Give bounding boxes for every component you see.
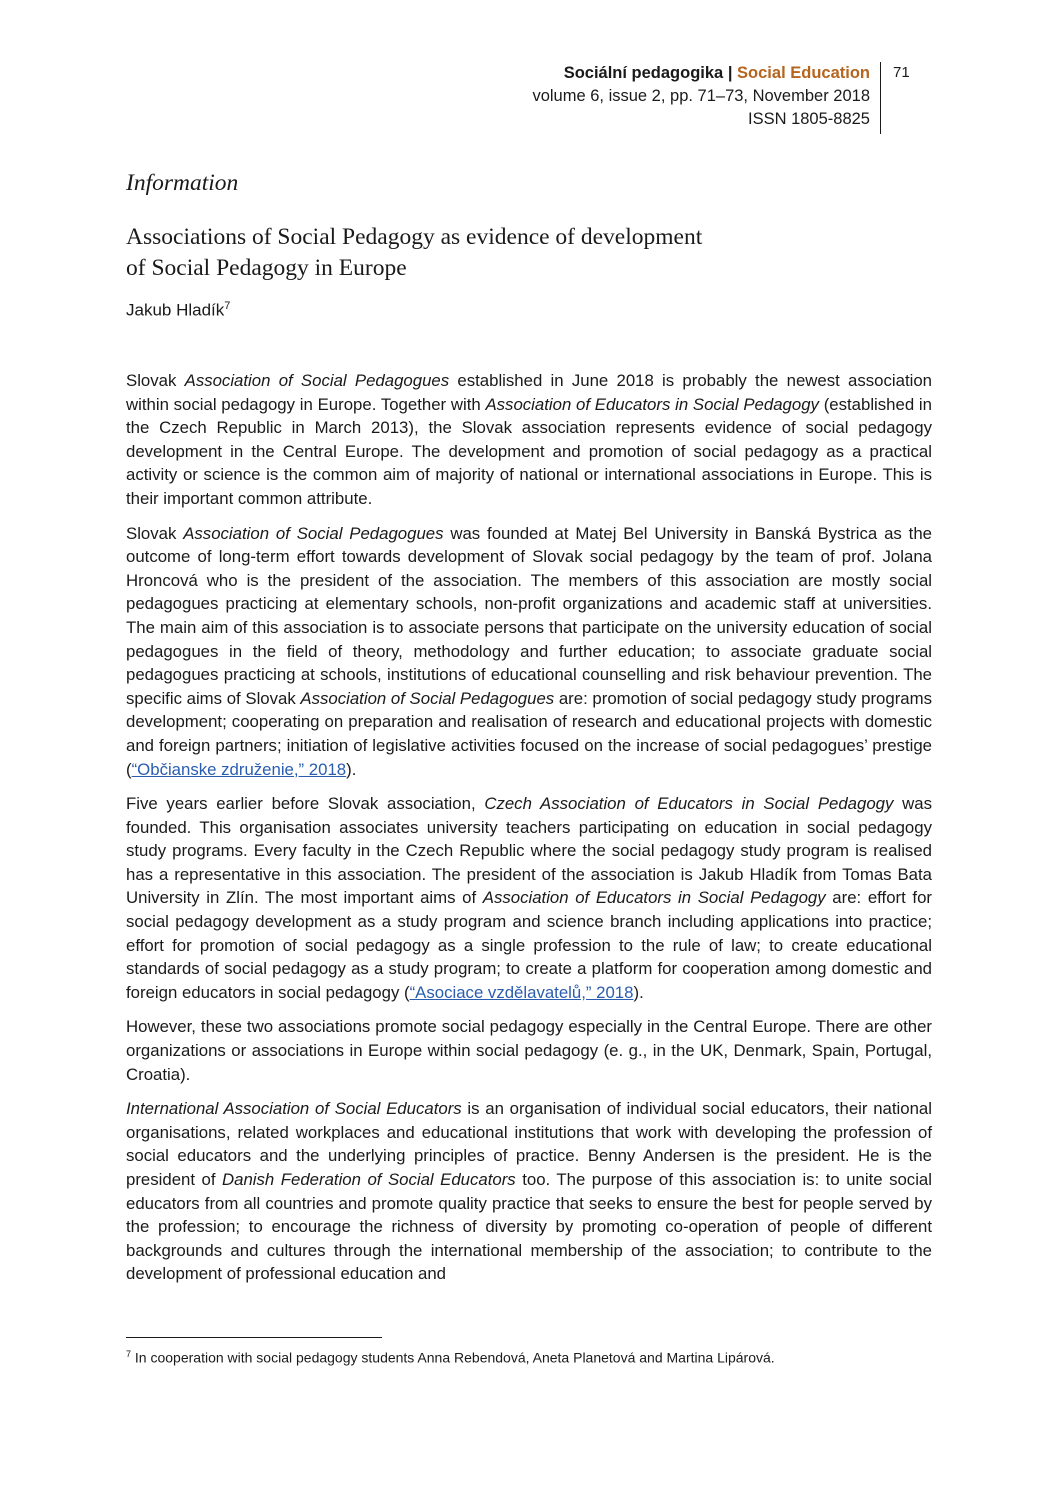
journal-title-line <box>532 62 870 85</box>
text-run: Five years earlier before Slovak association, <box>126 794 485 814</box>
footnote-mark: 7 <box>126 1349 132 1359</box>
article-body <box>126 369 932 1297</box>
paragraph-1 <box>126 369 932 511</box>
text-run: is an organisation of individual social educators, their national organisations, related workplaces and educational institutions that work with developing the profession of social educators and the underlying principles of practice. Benny Andersen is the president. He is the president of <box>126 1099 932 1189</box>
paragraph-5 <box>126 1097 932 1286</box>
paragraph-3 <box>126 792 932 1004</box>
text-run: Slovak <box>126 523 184 543</box>
text-run: ). <box>633 982 644 1002</box>
text-run: are: promotion of social pedagogy study programs development; cooperating on preparation and realisation of research and educational projects with domestic and foreign partners; initiation of legislative activities focused on the increase of social pedagogues’ prestige ( <box>126 688 932 779</box>
footnote <box>126 1349 775 1366</box>
title-line-2: of Social Pedagogy in Europe <box>126 255 407 281</box>
emphasis: Association of Social Pedagogues <box>300 688 555 708</box>
journal-name-czech: Sociální pedagogika <box>563 64 724 82</box>
text-run: was founded. This organisation associates university teachers participating on education in social pedagogy study programs. Every faculty in the Czech Republic where the social pedagogy study program is realised has a representative in this association. The president of the association is Jakub Hladík from Tomas Bata University in Zlín. The most important aims of <box>126 794 932 908</box>
text-run: was founded at Matej Bel University in Banská Bystrica as the outcome of long-term effort towards development of Slovak social pedagogy by the team of prof. Jolana Hroncová who is the president of the association. The members of this association are mostly social pedagogues practicing at elementary schools, non-profit organizations and academic staff at universities. The main aim of this association is to associate persons that participate on the university education of social pedagogues in the field of theory, methodology and further education; to associate graduate social pedagogues practicing at schools, institutions of educational counselling and risk behaviour prevention. The specific aims of Slovak <box>126 523 932 708</box>
text-run: ). <box>346 759 357 779</box>
author-name: Jakub Hladík <box>126 300 225 320</box>
text-run: too. The purpose of this association is: to unite social educators from all countries and promote quality practice that seeks to ensure the best for people served by the profession; to encourage the richness of diversity by promoting co-operation of people of different backgrounds and cultures through the international membership of the association; to contribute to the development of professional education and <box>126 1170 932 1284</box>
citation-link[interactable]: “Občianske združenie,” 2018 <box>131 759 347 779</box>
journal-name-english: Social Education <box>737 64 870 82</box>
author <box>126 300 230 321</box>
article-title <box>126 222 826 284</box>
journal-name-separator: | <box>727 64 733 82</box>
section-label: Information <box>126 170 239 196</box>
header-divider <box>880 62 881 134</box>
emphasis: Czech Association of Educators in Social Pedagogy <box>484 794 894 814</box>
author-footnote-mark: 7 <box>224 300 231 312</box>
page-number: 71 <box>893 64 910 81</box>
text-run: are: effort for social pedagogy development as a study program and science branch including applications into practice; effort for promotion of social pedagogy as a single profession to the rule of law; to create educational standards of social pedagogy as a study program; to create a platform for cooperation among domestic and foreign educators in social pedagogy ( <box>126 888 932 1002</box>
text-run: Slovak <box>126 371 185 390</box>
text-run: established in June 2018 is probably the newest association within social pedagogy in Europe. Together with <box>126 371 932 414</box>
emphasis: Association of Social Pedagogues <box>183 523 444 543</box>
text-run: (established in the Czech Republic in March 2013), the Slovak association represents evidence of social pedagogy development in the Central Europe. The development and promotion of social pedagogy as a practical activity or science is the common aim of majority of national or international associations in Europe. This is their important common attribute. <box>126 394 932 508</box>
paragraph-4: However, these two associations promote social pedagogy especially in the Central Europe. There are other organizations or associations in Europe within social pedagogy (e. g., in the UK, Denmark, Spain, Portugal, Croatia). <box>126 1017 932 1084</box>
footnote-divider <box>126 1337 382 1338</box>
citation-link[interactable]: “Asociace vzdělavatelů,” 2018 <box>409 982 634 1002</box>
emphasis: Association of Educators in Social Pedagogy <box>485 394 819 414</box>
footnote-text: In cooperation with social pedagogy students Anna Rebendová, Aneta Planetová and Martina Lipárová. <box>131 1349 775 1366</box>
emphasis: Association of Social Pedagogues <box>184 371 450 390</box>
emphasis: International Association of Social Educators <box>126 1099 462 1119</box>
title-line-1: Associations of Social Pedagogy as evidence of development <box>126 224 703 250</box>
emphasis: Danish Federation of Social Educators <box>222 1170 516 1189</box>
journal-header <box>532 62 870 131</box>
issn: ISSN 1805-8825 <box>747 110 870 128</box>
volume-info: volume 6, issue 2, pp. 71–73, November 2018 <box>532 87 870 105</box>
emphasis: Association of Educators in Social Pedagogy <box>482 888 826 908</box>
paragraph-2 <box>126 522 932 782</box>
